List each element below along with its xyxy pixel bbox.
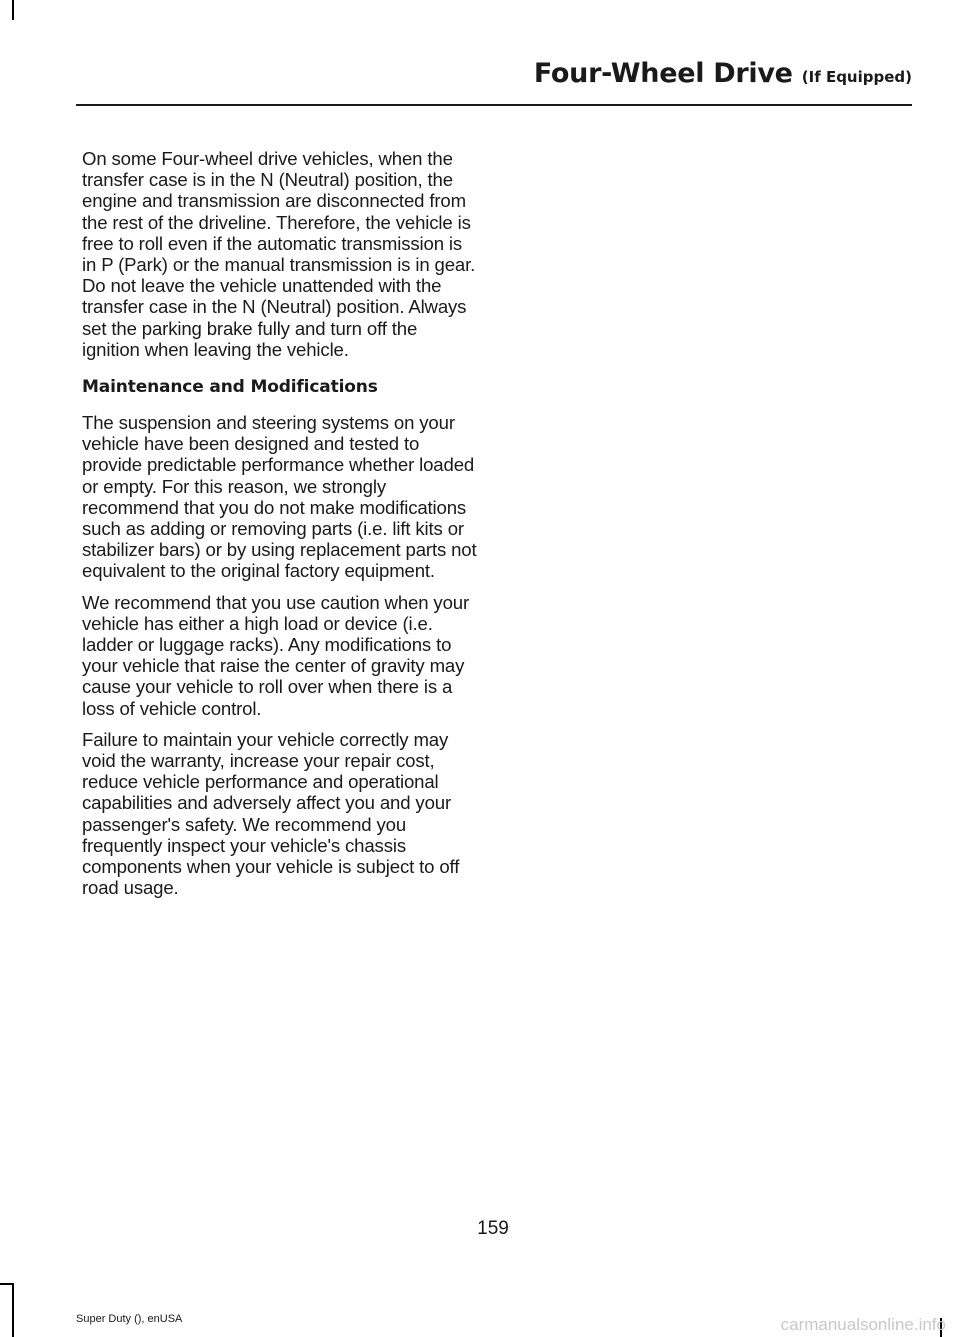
page-header	[0, 58, 912, 89]
paragraph-neutral-warning: On some Four-wheel drive vehicles, when the transfer case is in the N (Neutral) position, the engine and transmission are disconnected from the rest of the driveline. Therefore, the vehicle is free to roll even if the automatic transmission is in P (Park) or the manual transmission is in gear. Do not leave the vehicle unattended with the transfer case in the N (Neutral) position. Always set the parking brake fully and turn off the ignition when leaving the vehicle.	[82, 148, 476, 360]
header-title: Four-Wheel Drive	[533, 58, 793, 89]
paragraph-caution: We recommend that you use caution when your vehicle has either a high load or device (i.e. ladder or luggage racks). Any modifications to your vehicle that raise the center of gravity may cause your vehicle to roll over when there is a loss of vehicle control.	[82, 591, 469, 719]
crop-mark-top-left	[12, 0, 14, 20]
crop-mark-bottom-left	[12, 1283, 14, 1337]
watermark: carmanualsonline.info	[780, 1315, 946, 1334]
paragraph-suspension: The suspension and steering systems on your vehicle have been designed and tested to provide predictable performance whether loaded or empty. For this reason, we strongly recommend that you do not make modifications such as adding or removing parts (i.e. lift kits or stabilizer bars) or by using replacement parts not equivalent to the original factory equipment.	[82, 412, 477, 582]
page-number: 159	[477, 1218, 509, 1239]
header-divider	[76, 104, 912, 106]
main-content	[82, 148, 478, 909]
paragraph-maintenance: Failure to maintain your vehicle correctly may void the warranty, increase your repair cost, reduce vehicle performance and operational capabilities and adversely affect you and your passenger's safety. We recommend you frequently inspect your vehicle's chassis components when your vehicle is subject to off road usage.	[82, 728, 460, 899]
section-heading: Maintenance and Modifications	[82, 377, 378, 398]
footer-text: Super Duty (), enUSA	[76, 1313, 183, 1325]
header-subtitle: (If Equipped)	[801, 68, 912, 86]
crop-mark-bottom-left-horizontal	[0, 1283, 14, 1285]
